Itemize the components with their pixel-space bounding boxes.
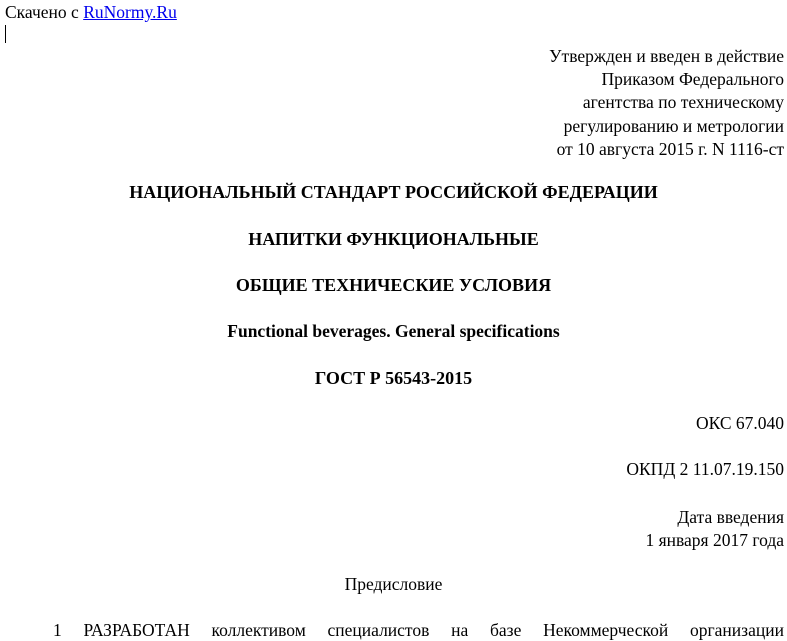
paragraph-word: 1 [53,620,62,640]
preface-paragraph [53,620,784,641]
paragraph-word: РАЗРАБОТАН [83,620,190,640]
approval-line: от 10 августа 2015 г. N 1116-ст [556,138,784,159]
paragraph-word: на [451,620,469,640]
preface-heading: Предисловие [344,574,443,594]
approval-line: Утвержден и введен в действие [549,46,784,66]
okpd-code: ОКПД 2 11.07.19.150 [626,459,784,479]
paragraph-word: специалистов [327,620,430,640]
paragraph-word: коллективом [211,620,306,640]
introduction-date-block [645,506,784,552]
introduction-label: Дата введения [677,507,784,527]
standard-title: НАПИТКИ ФУНКЦИОНАЛЬНЫЕ [248,229,539,249]
approval-line: регулированию и метрологии [563,115,784,136]
text-cursor [5,25,6,43]
standard-subtitle: ОБЩИЕ ТЕХНИЧЕСКИЕ УСЛОВИЯ [235,275,552,295]
oks-code: ОКС 67.040 [695,413,784,433]
paragraph-word: базе [489,620,522,640]
approval-block [549,45,784,161]
source-link[interactable]: RuNormy.Ru [83,2,177,22]
introduction-date: 1 января 2017 года [645,530,784,551]
standard-designation: ГОСТ Р 56543-2015 [314,368,473,388]
approval-line: Приказом Федерального [601,69,784,90]
source-line [5,2,177,23]
approval-line: агентства по техническому [582,92,784,113]
paragraph-word: Некоммерческой [543,620,669,640]
source-prefix: Скачено с [5,2,84,22]
standard-header: НАЦИОНАЛЬНЫЙ СТАНДАРТ РОССИЙСКОЙ ФЕДЕРАЦИИ [129,182,658,202]
paragraph-word: организации [689,620,784,640]
standard-title-english: Functional beverages. General specifications [227,321,560,341]
